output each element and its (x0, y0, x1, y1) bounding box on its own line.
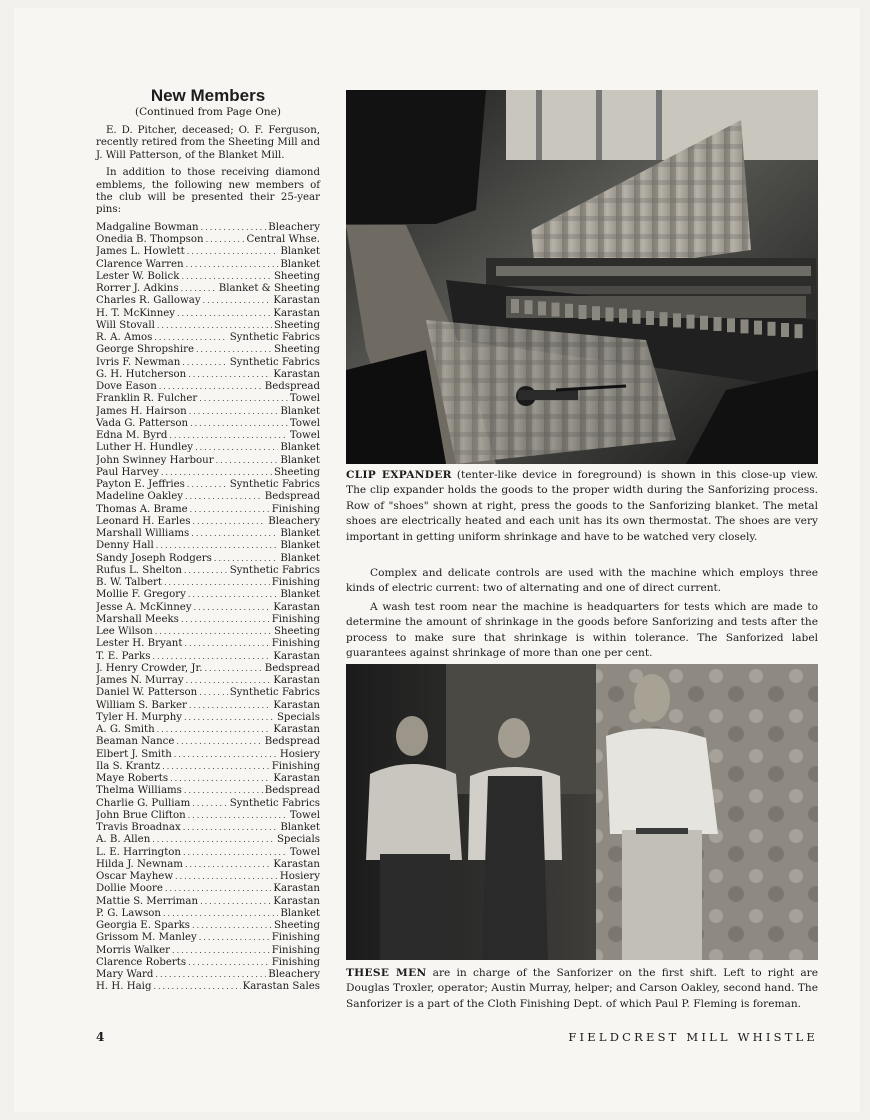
member-department: Hosiery (279, 871, 320, 883)
member-name: James N. Murray (96, 675, 184, 687)
machine-shoe (727, 318, 735, 332)
machine-shoe (741, 319, 749, 333)
leader-dots (153, 981, 240, 993)
list-item (96, 344, 320, 356)
leader-dots (189, 406, 279, 418)
member-name: James L. Howlett (96, 246, 185, 258)
member-name: Thelma Williams (96, 785, 182, 797)
member-name: Vada G. Patterson (96, 417, 189, 429)
leader-dots (203, 295, 272, 307)
list-item (96, 589, 320, 601)
member-department: Sheeting (273, 626, 320, 638)
member-department: Synthetic Fabrics (229, 479, 320, 491)
leader-dots (189, 700, 272, 712)
member-department: Karastan (273, 883, 320, 895)
leader-dots (192, 920, 272, 932)
list-item (96, 932, 320, 944)
leader-dots (174, 749, 278, 761)
member-department: Towel (289, 846, 320, 858)
member-department: Finishing (271, 638, 320, 650)
article-title: New Members (150, 86, 266, 105)
member-department: Karastan (273, 699, 320, 711)
member-department: Sheeting (273, 270, 320, 282)
clip-expander-image (346, 90, 818, 464)
member-name: Jesse A. McKinney (96, 601, 192, 613)
article-subtitle: (Continued from Page One) (135, 106, 281, 118)
member-name: Madgaline Bowman (96, 221, 199, 233)
member-department: Blanket (280, 589, 320, 601)
list-item (96, 504, 320, 516)
leader-dots (185, 491, 263, 503)
list-item (96, 491, 320, 503)
member-name: James H. Hairson (96, 405, 187, 417)
list-item (96, 822, 320, 834)
list-item (96, 553, 320, 565)
machine-shoe (687, 315, 695, 329)
leader-dots (188, 369, 271, 381)
list-item (96, 577, 320, 589)
member-department: Karastan Sales (242, 981, 320, 993)
leader-dots (177, 308, 271, 320)
new-members-column (96, 86, 320, 994)
leader-dots (152, 651, 271, 663)
list-item (96, 847, 320, 859)
list-item (96, 969, 320, 981)
member-department: Blanket & Sheeting (218, 283, 320, 295)
leader-dots (159, 381, 263, 393)
member-name: B. W. Talbert (96, 577, 162, 589)
member-name: Denny Hall (96, 540, 154, 552)
member-name: Leonard H. Earles (96, 515, 191, 527)
leader-dots (184, 565, 228, 577)
member-department: Synthetic Fabrics (229, 564, 320, 576)
member-department: Karastan (273, 650, 320, 662)
member-name: G. H. Hutcherson (96, 368, 187, 380)
leader-dots (190, 504, 270, 516)
list-item (96, 663, 320, 675)
member-name: Travis Broadnax (96, 822, 181, 834)
member-name: Charles R. Galloway (96, 295, 201, 307)
machine-shoe (660, 312, 668, 326)
member-name: Marshall Williams (96, 528, 190, 540)
leader-dots (187, 479, 228, 491)
member-department: Bedspread (264, 491, 320, 503)
list-item (96, 406, 320, 418)
list-item (96, 712, 320, 724)
member-department: Karastan (273, 724, 320, 736)
leader-dots (195, 442, 278, 454)
list-item (96, 479, 320, 491)
machine-shoe (646, 311, 654, 325)
member-name: Onedia B. Thompson (96, 234, 204, 246)
list-item (96, 749, 320, 761)
leader-dots (157, 724, 272, 736)
member-department: Finishing (271, 956, 320, 968)
member-name: Lester W. Bolick (96, 270, 180, 282)
leader-dots (191, 528, 278, 540)
leader-dots (196, 344, 272, 356)
leader-dots (200, 896, 271, 908)
machine-shoe (579, 305, 587, 319)
leader-dots (155, 626, 272, 638)
member-name: Edna M. Byrd (96, 430, 168, 442)
member-name: Thomas A. Brame (96, 503, 188, 515)
clip-expander-caption (346, 468, 818, 545)
list-item (96, 381, 320, 393)
member-department: Synthetic Fabrics (229, 356, 320, 368)
member-department: Finishing (271, 932, 320, 944)
leader-dots (188, 589, 278, 601)
list-item (96, 859, 320, 871)
caption-lead-crew: THESE MEN (346, 967, 427, 979)
list-item (96, 785, 320, 797)
member-name: Madeline Oakley (96, 491, 184, 503)
member-department: Blanket (280, 246, 320, 258)
list-item (96, 283, 320, 295)
member-department: Finishing (271, 577, 320, 589)
member-department: Bedspread (264, 785, 320, 797)
list-item (96, 467, 320, 479)
list-item (96, 736, 320, 748)
member-name: Oscar Mayhew (96, 871, 174, 883)
leader-dots (199, 687, 227, 699)
member-name: Grissom M. Manley (96, 932, 197, 944)
intro-paragraph: E. D. Pitcher, deceased; O. F. Ferguson, recently retired from the Sheeting Mill and J. Will Patterson, of the Blanket Mill. (96, 125, 320, 161)
member-department: Synthetic Fabrics (229, 797, 320, 809)
machine-shoe (525, 300, 533, 314)
crew-caption (346, 966, 818, 1012)
member-name: Paul Harvey (96, 466, 159, 478)
leader-dots (183, 822, 279, 834)
list-item (96, 908, 320, 920)
member-name: A. G. Smith (96, 724, 155, 736)
member-name: Hilda J. Newnam (96, 858, 183, 870)
member-name: Lee Wilson (96, 626, 153, 638)
member-name: Dollie Moore (96, 883, 163, 895)
member-name: Elbert J. Smith (96, 748, 172, 760)
member-name: R. A. Amos (96, 332, 153, 344)
list-item (96, 896, 320, 908)
list-item (96, 516, 320, 528)
leader-dots (181, 614, 270, 626)
member-department: Bleachery (268, 969, 320, 981)
member-name: William S. Barker (96, 699, 187, 711)
list-item (96, 222, 320, 234)
member-name: P. G. Lawson (96, 907, 161, 919)
member-department: Karastan (273, 295, 320, 307)
list-item (96, 687, 320, 699)
leader-dots (187, 246, 279, 258)
member-name: A. B. Allen (96, 834, 151, 846)
leader-dots (201, 222, 267, 234)
machine-shoe (633, 310, 641, 324)
member-department: Specials (276, 834, 320, 846)
member-name: L. E. Harrington (96, 846, 181, 858)
member-name: Daniel W. Patterson (96, 687, 198, 699)
leader-dots (194, 602, 272, 614)
member-name: T. E. Parks (96, 650, 151, 662)
leader-dots (155, 969, 266, 981)
leader-dots (190, 418, 288, 430)
list-item (96, 418, 320, 430)
emblem-paragraph: In addition to those receiving diamond emblems, the following new members of the club will be presented their 25-year pins: (96, 167, 320, 216)
member-department: Karastan (273, 895, 320, 907)
machine-shoe (511, 299, 519, 313)
member-name: Rorrer J. Adkins (96, 283, 179, 295)
member-name: Tyler H. Murphy (96, 711, 183, 723)
member-name: Mattie S. Merriman (96, 895, 199, 907)
member-name: Payton E. Jeffries (96, 479, 185, 491)
clip-expander-photo (346, 90, 818, 464)
member-department: Towel (289, 430, 320, 442)
sanforizer-crew-photo (346, 664, 818, 960)
member-name: Georgia E. Sparks (96, 920, 191, 932)
leader-dots (175, 871, 278, 883)
leader-dots (199, 393, 288, 405)
member-department: Karastan (273, 675, 320, 687)
leader-dots (184, 712, 275, 724)
member-department: Towel (289, 393, 320, 405)
member-name: Lester H. Bryant (96, 638, 183, 650)
member-name: Ila S. Krantz (96, 760, 161, 772)
leader-dots (172, 945, 270, 957)
list-item (96, 442, 320, 454)
list-item (96, 271, 320, 283)
member-department: Blanket (280, 552, 320, 564)
member-department: Blanket (280, 907, 320, 919)
machine-shoe (714, 317, 722, 331)
member-name: George Shropshire (96, 344, 194, 356)
leader-dots (204, 663, 262, 675)
member-name: Mary Ward (96, 969, 154, 981)
machine-shoe (795, 324, 803, 338)
member-department: Sheeting (273, 466, 320, 478)
member-name: Maye Roberts (96, 773, 169, 785)
member-name: Will Stovall (96, 319, 155, 331)
leader-dots (164, 577, 270, 589)
member-department: Sheeting (273, 344, 320, 356)
leader-dots (182, 357, 227, 369)
member-department: Blanket (280, 454, 320, 466)
member-name: Clarence Roberts (96, 956, 187, 968)
member-department: Finishing (271, 760, 320, 772)
list-item (96, 332, 320, 344)
leader-dots (183, 847, 288, 859)
leader-dots (192, 798, 227, 810)
member-name: Clarence Warren (96, 258, 184, 270)
member-department: Synthetic Fabrics (229, 332, 320, 344)
member-department: Karastan (273, 368, 320, 380)
member-department: Blanket (280, 405, 320, 417)
list-item (96, 455, 320, 467)
publication-masthead: FIELDCREST MILL WHISTLE (568, 1030, 818, 1044)
leader-dots (206, 234, 245, 246)
list-item (96, 724, 320, 736)
list-item (96, 320, 320, 332)
machine-shoe (552, 303, 560, 317)
list-item (96, 259, 320, 271)
member-department: Central Whse. (246, 234, 320, 246)
list-item (96, 945, 320, 957)
member-department: Blanket (280, 442, 320, 454)
member-department: Karastan (273, 601, 320, 613)
member-department: Bedspread (264, 381, 320, 393)
list-item (96, 528, 320, 540)
list-item (96, 871, 320, 883)
list-item (96, 246, 320, 258)
member-name: Mollie F. Gregory (96, 589, 186, 601)
leader-dots (184, 638, 269, 650)
list-item (96, 540, 320, 552)
member-department: Bedspread (264, 736, 320, 748)
leader-dots (184, 785, 263, 797)
list-item (96, 810, 320, 822)
member-list (96, 222, 320, 994)
leader-dots (216, 455, 279, 467)
sanforizer-crew-image (346, 664, 818, 960)
list-item (96, 614, 320, 626)
leader-dots (163, 908, 278, 920)
list-item (96, 295, 320, 307)
list-item (96, 393, 320, 405)
member-name: H. H. Haig (96, 981, 152, 993)
leader-dots (162, 761, 269, 773)
leader-dots (161, 467, 272, 479)
machine-shoe (606, 307, 614, 321)
machine-shoe (619, 309, 627, 323)
leader-dots (188, 810, 288, 822)
member-name: Charlie G. Pulliam (96, 797, 191, 809)
page-number: 4 (96, 1030, 105, 1044)
list-item (96, 430, 320, 442)
list-item (96, 920, 320, 932)
member-name: Luther H. Hundley (96, 442, 194, 454)
list-item (96, 773, 320, 785)
machine-shoe (565, 304, 573, 318)
member-department: Blanket (280, 822, 320, 834)
leader-dots (165, 883, 271, 895)
leader-dots (157, 320, 272, 332)
member-name: Rufus L. Shelton (96, 564, 182, 576)
member-department: Blanket (280, 540, 320, 552)
list-item (96, 700, 320, 712)
member-department: Karastan (273, 858, 320, 870)
leader-dots (181, 283, 217, 295)
leader-dots (186, 675, 272, 687)
member-department: Bleachery (268, 515, 320, 527)
member-department: Towel (289, 809, 320, 821)
member-name: Beaman Nance (96, 736, 175, 748)
member-department: Finishing (271, 944, 320, 956)
list-item (96, 761, 320, 773)
list-item (96, 308, 320, 320)
member-department: Karastan (273, 773, 320, 785)
member-department: Sheeting (273, 920, 320, 932)
leader-dots (181, 271, 272, 283)
member-department: Karastan (273, 307, 320, 319)
member-department: Sheeting (273, 319, 320, 331)
list-item (96, 357, 320, 369)
caption-text-crew: are in charge of the Sanforizer on the first shift. Left to right are Douglas Troxler, operator; Austin Murray, helper; and Carson Oakley, second hand. The Sanforizer is a part of the Cloth Finishing Dept. of which Paul P. Fleming is foreman. (346, 967, 818, 1010)
list-item (96, 651, 320, 663)
member-department: Hosiery (279, 748, 320, 760)
machine-shoe (592, 306, 600, 320)
member-department: Blanket (280, 258, 320, 270)
leader-dots (176, 736, 262, 748)
list-item (96, 981, 320, 993)
member-department: Blanket (280, 528, 320, 540)
machine-shoe (700, 316, 708, 330)
member-department: Specials (276, 711, 320, 723)
leader-dots (156, 540, 279, 552)
leader-dots (214, 553, 278, 565)
leader-dots (169, 430, 287, 442)
member-department: Bedspread (264, 662, 320, 674)
member-name: John Swinney Harbour (96, 454, 214, 466)
machine-shoe (781, 323, 789, 337)
member-department: Bleachery (268, 221, 320, 233)
leader-dots (154, 332, 227, 344)
list-item (96, 369, 320, 381)
leader-dots (188, 957, 270, 969)
controls-paragraph: Complex and delicate controls are used with the machine which employs three kinds of electric current: two of alternating and one of direct current. (346, 567, 818, 595)
machine-shoe (768, 322, 776, 336)
member-name: Franklin R. Fulcher (96, 393, 198, 405)
list-item (96, 565, 320, 577)
leader-dots (186, 259, 279, 271)
member-name: John Brue Clifton (96, 809, 186, 821)
list-item (96, 638, 320, 650)
member-department: Towel (289, 417, 320, 429)
member-name: Dove Eason (96, 381, 157, 393)
member-department: Finishing (271, 503, 320, 515)
list-item (96, 834, 320, 846)
member-name: J. Henry Crowder, Jr. (96, 662, 203, 674)
caption-lead-clip-expander: CLIP EXPANDER (346, 469, 452, 481)
member-name: Marshall Meeks (96, 613, 179, 625)
list-item (96, 883, 320, 895)
member-name: Sandy Joseph Rodgers (96, 552, 212, 564)
leader-dots (170, 773, 271, 785)
caption-text-clip-expander: (tenter-like device in foreground) is shown in this close-up view. The clip expander holds the goods to the proper width during the Sanforizing process. Row of "shoes" shown at right, press the goods to the Sanforizing blanket. The metal shoes are electrically heated and each unit has its own thermostat. The shoes are very important in getting uniform shrinkage and have to be watched very closely. (346, 469, 818, 543)
leader-dots (185, 859, 271, 871)
list-item (96, 675, 320, 687)
member-department: Finishing (271, 613, 320, 625)
leader-dots (199, 932, 270, 944)
machine-shoe (673, 313, 681, 327)
member-name: Morris Walker (96, 944, 171, 956)
member-department: Synthetic Fabrics (229, 687, 320, 699)
leader-dots (152, 834, 275, 846)
leader-dots (192, 516, 266, 528)
member-name: H. T. McKinney (96, 307, 176, 319)
list-item (96, 234, 320, 246)
list-item (96, 798, 320, 810)
member-name: Ivris F. Newman (96, 356, 181, 368)
machine-shoe (538, 301, 546, 315)
wash-test-paragraph: A wash test room near the machine is headquarters for tests which are made to determine the amount of shrinkage in the goods before Sanforizing and tests after the process to make sure that shrinkage is within tolerance. The Sanforized label guarantees against shrinkage of more than one per cent. (346, 601, 818, 660)
list-item (96, 957, 320, 969)
list-item (96, 602, 320, 614)
list-item (96, 626, 320, 638)
machine-shoe (754, 321, 762, 335)
